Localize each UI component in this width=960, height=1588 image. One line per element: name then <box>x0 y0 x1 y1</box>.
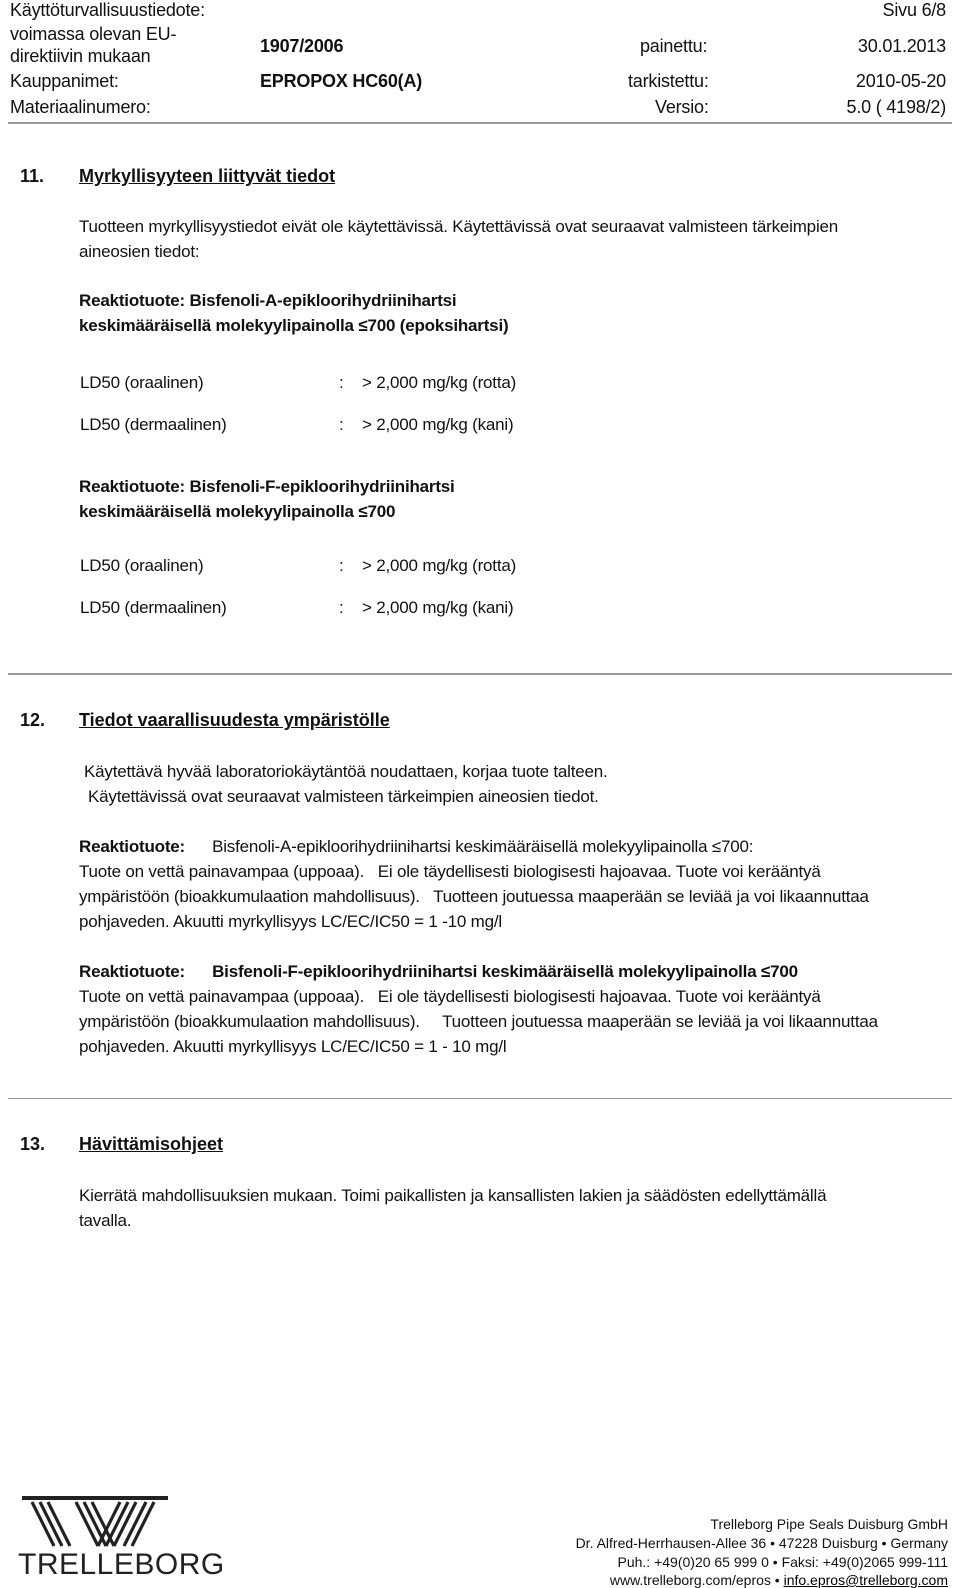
env-block-a-name: Bisfenoli-A-epikloorihydriinihartsi keskimääräisellä molekyylipainolla ≤700: <box>212 837 754 856</box>
ld50-oral-value-a: > 2,000 mg/kg (rotta) <box>362 373 517 392</box>
section-13-line1: Kierrätä mahdollisuuksien mukaan. Toimi paikallisten ja kansallisten lakien ja säädösten edellyttämällä <box>79 1186 827 1205</box>
trelleborg-logo-text: TRELLEBORG <box>18 1548 225 1581</box>
product-a-heading-line1: Reaktiotuote: Bisfenoli-A-epikloorihydriinihartsi <box>79 291 457 310</box>
printed-label: painettu: <box>640 36 708 56</box>
version-label: Versio: <box>655 97 709 117</box>
regulation-value: 1907/2006 <box>260 36 344 56</box>
section-12-intro-line1: Käytettävä hyvää laboratoriokäytäntöä noudattaen, korjaa tuote talteen. <box>84 762 608 781</box>
section-11-number: 11. <box>20 166 45 186</box>
section-11-intro-line2: aineosien tiedot: <box>79 242 200 261</box>
footer-email-link[interactable]: info.epros@trelleborg.com <box>783 1572 948 1588</box>
env-block-a-heading <box>79 834 869 859</box>
material-number-label: Materiaalinumero: <box>10 97 151 117</box>
env-block-a <box>79 834 869 934</box>
env-block-f-name: Bisfenoli-F-epikloorihydriinihartsi keskimääräisellä molekyylipainolla ≤700 <box>212 962 798 981</box>
section-12-intro-line2: Käytettävissä ovat seuraavat valmisteen tärkeimpien aineosien tiedot. <box>88 787 599 806</box>
section-11-title: Myrkyllisyyteen liittyvät tiedot <box>79 166 336 186</box>
section-13-number: 13. <box>20 1134 46 1154</box>
regulation-label-line2: direktiivin mukaan <box>10 46 151 66</box>
footer-address: Dr. Alfred-Herrhausen-Allee 36 • 47228 Duisburg • Germany <box>575 1535 948 1551</box>
env-block-a-line1: Tuote on vettä painavampaa (uppoaa). Ei ole täydellisesti biologisesti hajoavaa. Tuote voi kerääntyä <box>79 862 821 881</box>
section-11-divider <box>8 673 952 675</box>
trelleborg-logo <box>18 1494 225 1584</box>
ld50-oral-value-f: > 2,000 mg/kg (rotta) <box>362 556 517 575</box>
version-value: 5.0 ( 4198/2) <box>846 97 946 117</box>
header-divider <box>8 122 952 124</box>
env-block-a-line2: ympäristöön (bioakkumulaation mahdollisuus). Tuotteen joutuessa maaperään se leviää ja voi likaannuttaa <box>79 887 869 906</box>
env-block-f-line1: Tuote on vettä painavampaa (uppoaa). Ei ole täydellisesti biologisesti hajoavaa. Tuote voi kerääntyä <box>79 987 821 1006</box>
env-block-f <box>79 959 878 1059</box>
product-f-heading <box>79 474 455 524</box>
tradename-label: Kauppanimet: <box>10 71 119 91</box>
ld50-oral-sep-f: : <box>339 556 344 575</box>
ld50-dermal-value-a: > 2,000 mg/kg (kani) <box>362 415 514 434</box>
regulation-label-line1: voimassa olevan EU- <box>10 24 177 44</box>
section-11-intro <box>79 214 838 264</box>
ld50-dermal-value-f: > 2,000 mg/kg (kani) <box>362 598 514 617</box>
env-block-f-label: Reaktiotuote: <box>79 962 186 981</box>
footer-phone: Puh.: +49(0)20 65 999 0 • Faksi: +49(0)2065 999-111 <box>617 1554 948 1570</box>
document-title: Käyttöturvallisuustiedote: <box>10 0 205 20</box>
footer-company: Trelleborg Pipe Seals Duisburg GmbH <box>710 1516 948 1532</box>
product-f-heading-line1: Reaktiotuote: Bisfenoli-F-epikloorihydriinihartsi <box>79 477 455 496</box>
ld50-dermal-label-a: LD50 (dermaalinen) <box>80 415 227 434</box>
section-12-divider <box>8 1098 952 1099</box>
tradename-value: EPROPOX HC60(A) <box>260 71 423 91</box>
footer-web-link[interactable]: www.trelleborg.com/epros <box>609 1572 771 1588</box>
page-number: Sivu 6/8 <box>882 0 946 20</box>
trelleborg-logo-icon <box>18 1494 198 1550</box>
product-a-heading-line2: keskimääräisellä molekyylipainolla ≤700 (epoksihartsi) <box>79 316 509 335</box>
env-block-f-line3: pohjaveden. Akuutti myrkyllisyys LC/EC/IC50 = 1 - 10 mg/l <box>79 1037 507 1056</box>
ld50-dermal-label-f: LD50 (dermaalinen) <box>80 598 227 617</box>
section-11-intro-line1: Tuotteen myrkyllisyystiedot eivät ole käytettävissä. Käytettävissä ovat seuraavat valmisteen tärkeimpien <box>79 217 839 236</box>
section-13-line2: tavalla. <box>79 1211 132 1230</box>
section-12-number: 12. <box>20 710 46 730</box>
revised-label: tarkistettu: <box>628 71 709 91</box>
revised-date: 2010-05-20 <box>855 71 946 91</box>
product-f-heading-line2: keskimääräisellä molekyylipainolla ≤700 <box>79 502 396 521</box>
ld50-oral-label-f: LD50 (oraalinen) <box>80 556 204 575</box>
env-block-f-heading <box>79 959 878 984</box>
section-12-intro <box>84 759 608 809</box>
product-a-heading <box>79 288 508 338</box>
ld50-oral-sep-a: : <box>339 373 344 392</box>
env-block-a-label: Reaktiotuote: <box>79 837 186 856</box>
section-13-title: Hävittämisohjeet <box>79 1134 224 1154</box>
section-13-text <box>79 1183 826 1233</box>
env-block-f-line2: ympäristöön (bioakkumulaation mahdollisuus). Tuotteen joutuessa maaperään se leviää ja voi likaannuttaa <box>79 1012 878 1031</box>
printed-date: 30.01.2013 <box>857 36 946 56</box>
section-12-title: Tiedot vaarallisuudesta ympäristölle <box>79 710 390 730</box>
ld50-dermal-sep-f: : <box>339 598 344 617</box>
env-block-a-line3: pohjaveden. Akuutti myrkyllisyys LC/EC/IC50 = 1 -10 mg/l <box>79 912 502 931</box>
footer-bullet: • <box>774 1572 780 1588</box>
ld50-oral-label-a: LD50 (oraalinen) <box>80 373 204 392</box>
ld50-dermal-sep-a: : <box>339 415 344 434</box>
